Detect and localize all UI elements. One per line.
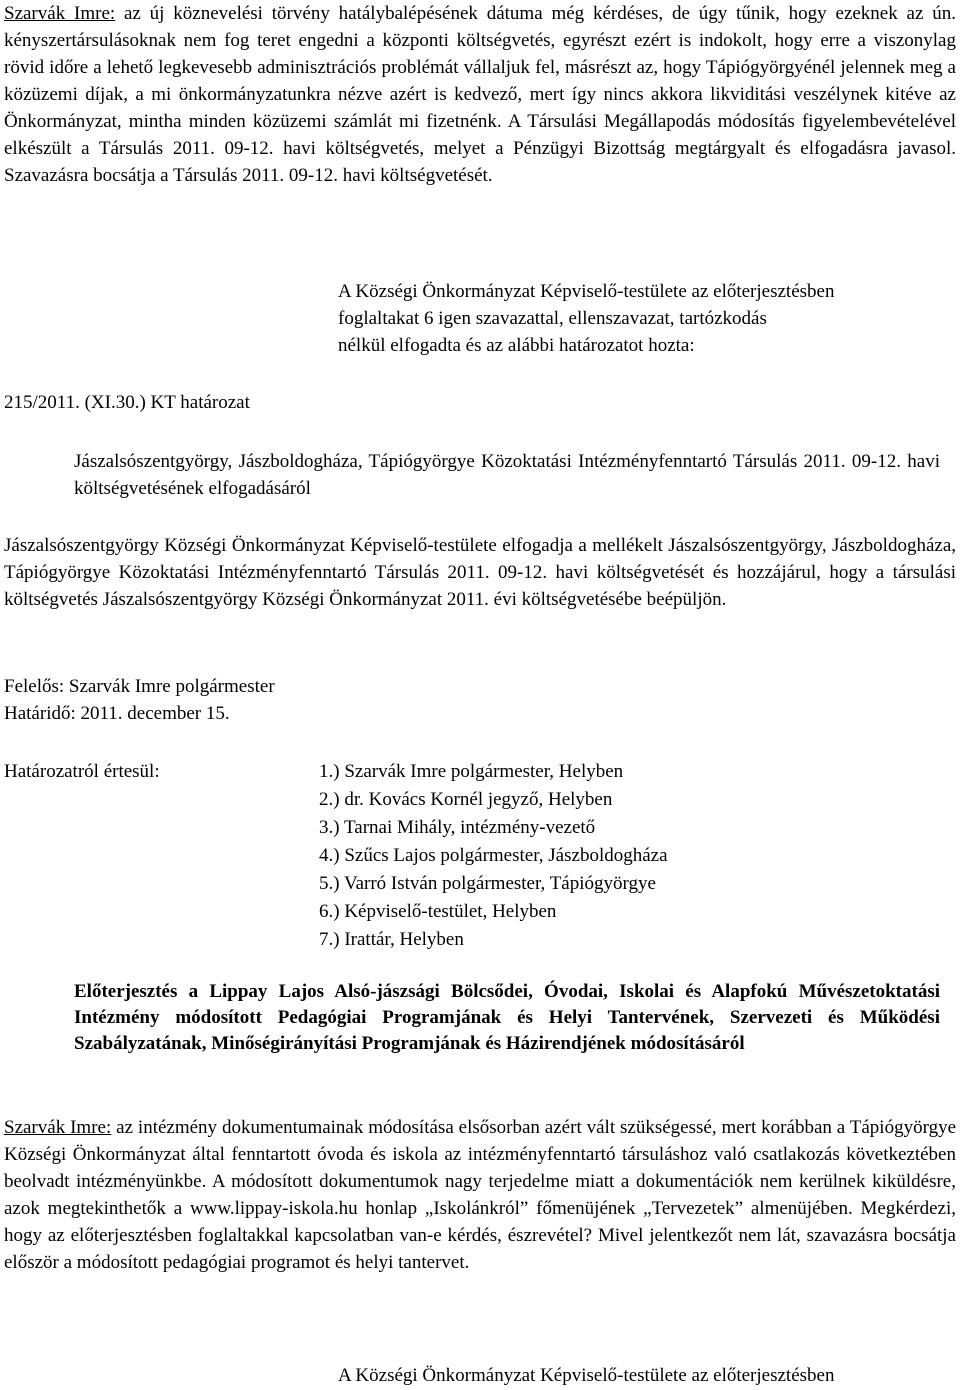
resolution-number: 215/2011. (XI.30.) KT határozat [4,392,250,413]
notify-item: 4.) Szűcs Lajos polgármester, Jászboldogháza [319,845,668,866]
final-paragraph [4,1114,956,1276]
speaker-name: Szarvák Imre: [4,3,116,24]
decision-intro-line2: foglaltakat 6 igen szavazattal, ellenszavazat, tartózkodás [338,308,767,329]
decision-intro-line3: nélkül elfogadta és az alábbi határozatot hozta: [338,335,695,356]
intro-paragraph [4,0,956,189]
resolution-title: Jászalsószentgyörgy, Jászboldogháza, Tápiógyörgye Közoktatási Intézményfenntartó Társulás 2011. 09-12. havi költségvetésének elfogadásáról [74,451,940,499]
final-text: az intézmény dokumentumainak módosítása elsősorban azért vált szükségessé, mert korábban a Tápiógyörgye Községi Önkormányzat által fenntartott óvoda és iskola az intézményfenntartó társuláshoz való csatlakozás következtében beolvadt intézményünkbe. A módosított dokumentumok nagy terjedelme miatt a dokumentációk nem kerülnek kiküldésre, azok megtekinthetők a www.lippay-iskola.hu honlap „Iskolánkról” főmenüjének „Tervezetek” almenüjében. Megkérdezi, hogy az előterjesztésben foglaltakkal kapcsolatban van-e kérdés, észrevétel? Mivel jelentkezőt nem lát, szavazásra bocsátja először a módosított pedagógiai programot és helyi tantervet. [4,1117,956,1273]
decision-intro [338,278,958,359]
notify-item: 7.) Irattár, Helyben [319,929,464,950]
notify-item: 5.) Varró István polgármester, Tápiógyörgye [319,873,656,894]
decision-intro-line1: A Községi Önkormányzat Képviselő-testülete az előterjesztésben [338,281,835,302]
speaker-name: Szarvák Imre: [4,1117,112,1138]
agenda-title: Előterjesztés a Lippay Lajos Alsó-jászsági Bölcsődei, Óvodai, Iskolai és Alapfokú Művészetoktatási Intézmény módosított Pedagógiai Programjának és Helyi Tantervének, Szervezeti és Működési Szabályzatának, Minőségirányítási Programjának és Házirendjének módosításáról [74,981,940,1054]
notify-list [319,758,668,954]
intro-text: az új köznevelési törvény hatálybalépésének dátuma még kérdéses, de úgy tűnik, hogy ezeknek az ún. kényszertársulásoknak nem fog teret engedni a központi költségvetés, egyrészt ezért is indokolt, hogy erre a viszonylag rövid időre a lehető legkevesebb adminisztrációs problémát vállaljuk fel, másrészt az, hogy Tápiógyörgyénél jelennek meg a közüzemi díjak, a mi önkormányzatunkra nézve azért is kedvező, mert így nincs akkora likviditási veszélynek kitéve az Önkormányzat, mintha minden közüzemi számlát mi fizetnénk. A Társulási Megállapodás módosítás figyelembevételével elkészült a Társulás 2011. 09-12. havi költségvetés, melyet a Pénzügyi Bizottság megtárgyalt és elfogadásra javasol. Szavazásra bocsátja a Társulás 2011. 09-12. havi költségvetését. [4,3,956,186]
responsibility-block [4,673,275,727]
deadline: Határidő: 2011. december 15. [4,703,230,724]
last-line: A Községi Önkormányzat Képviselő-testülete az előterjesztésben [338,1365,835,1386]
notify-label: Határozatról értesül: [4,761,160,782]
responsible-person: Felelős: Szarvák Imre polgármester [4,676,275,697]
notify-item: 3.) Tarnai Mihály, intézmény-vezető [319,817,596,838]
notify-item: 6.) Képviselő-testület, Helyben [319,901,557,922]
notify-item: 2.) dr. Kovács Kornél jegyző, Helyben [319,789,613,810]
notify-item: 1.) Szarvák Imre polgármester, Helyben [319,761,624,782]
resolution-text: Jászalsószentgyörgy Községi Önkormányzat Képviselő-testülete elfogadja a mellékelt Jászalsószentgyörgy, Jászboldogháza, Tápiógyörgye Közoktatási Intézményfenntartó Társulás 2011. 09-12. havi költségvetését és hozzájárul, hogy a társulási költségvetés Jászalsószentgyörgy Községi Önkormányzat 2011. évi költségvetésébe beépüljön. [4,535,956,610]
